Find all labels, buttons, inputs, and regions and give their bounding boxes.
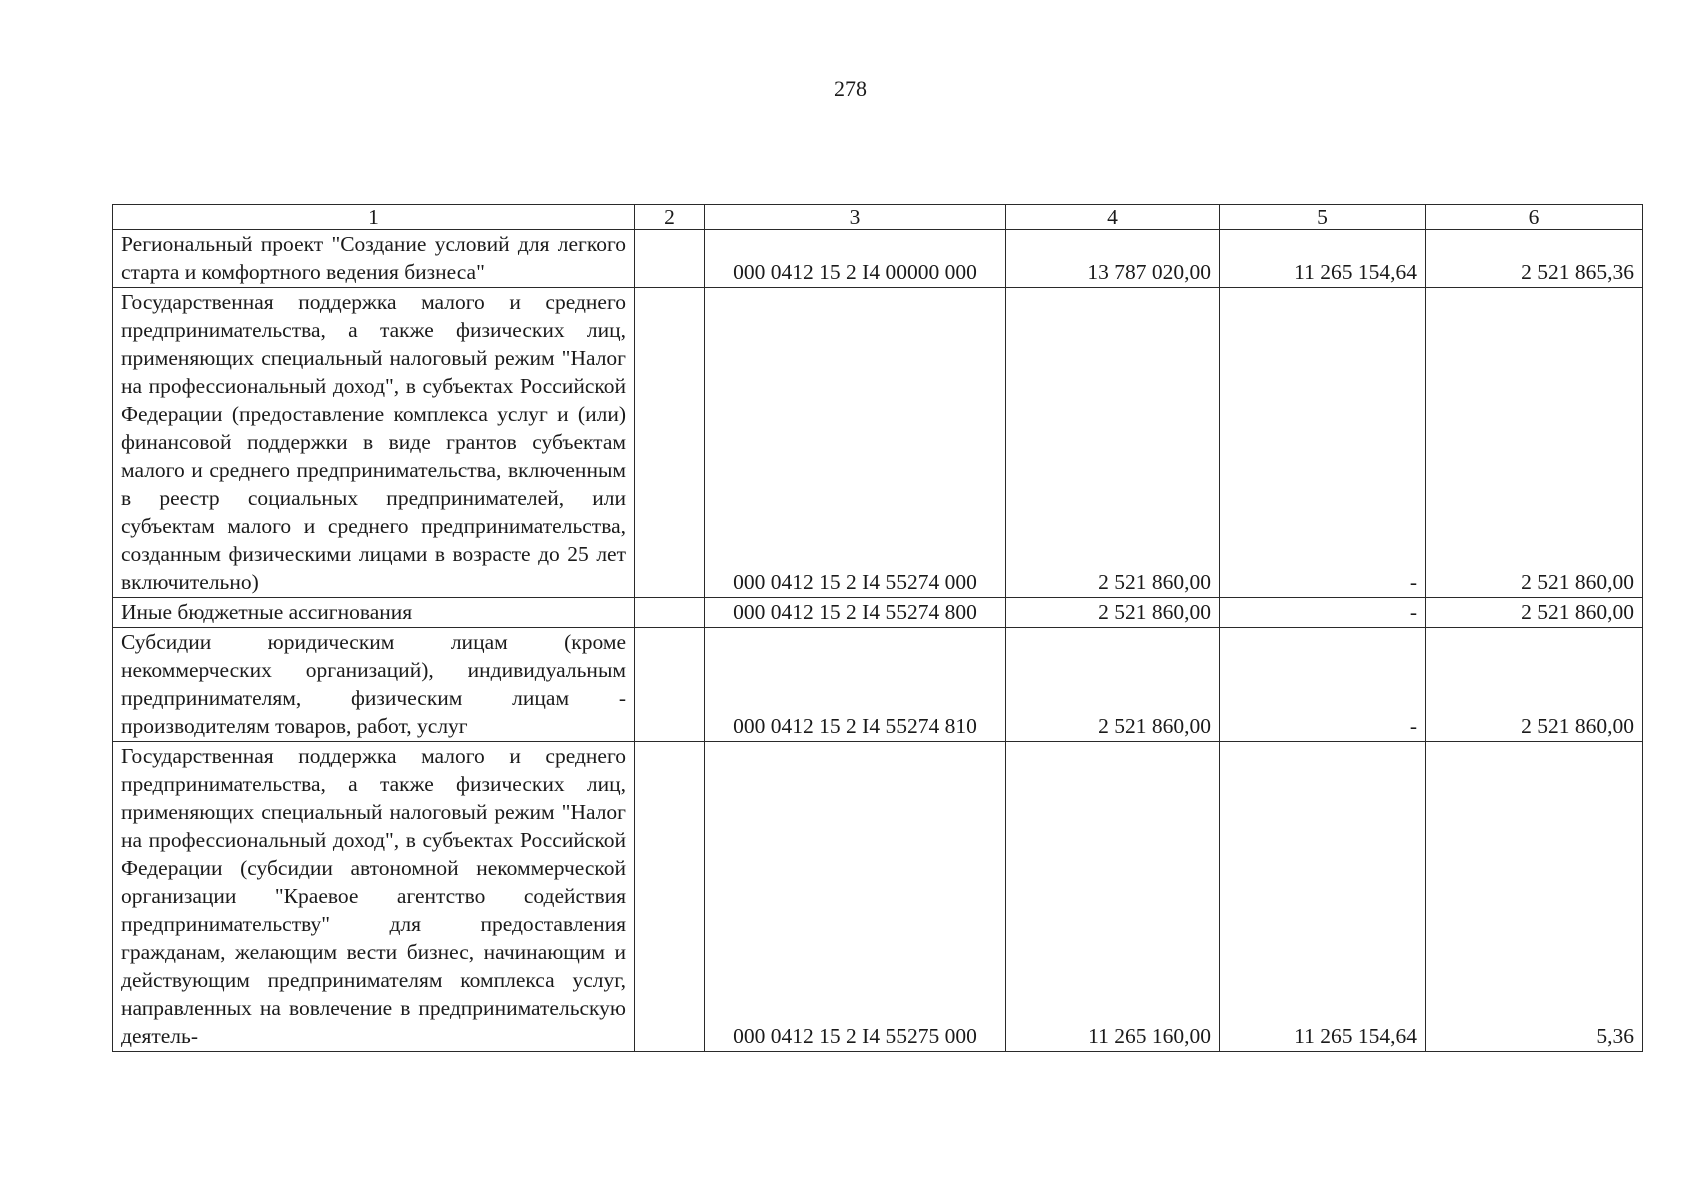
row-name: Государственная поддержка малого и среднего предпринимательства, а также физических лиц, применяющих специальный налоговый режим "Налог на профессиональный доход", в субъектах Российской Федерации (субсидии автономной некоммерческой организации "Краевое агентство содействия предпринимательству" для предоставления гражданам, желающим вести бизнес, начинающим и действующим предпринимателям комплекса услуг, направленных на вовлечение в предпринимательскую деятель-	[113, 742, 635, 1052]
row-col6: 2 521 860,00	[1426, 598, 1643, 628]
column-number-row	[113, 205, 1643, 230]
table-row	[113, 598, 1643, 628]
row-col5: -	[1220, 598, 1426, 628]
row-col4: 2 521 860,00	[1006, 288, 1220, 598]
row-col2	[635, 288, 705, 598]
row-code: 000 0412 15 2 I4 55274 810	[705, 628, 1006, 742]
row-col2	[635, 598, 705, 628]
column-header-6: 6	[1426, 205, 1643, 230]
row-col2	[635, 742, 705, 1052]
row-col4: 2 521 860,00	[1006, 598, 1220, 628]
column-header-5: 5	[1220, 205, 1426, 230]
row-code: 000 0412 15 2 I4 55275 000	[705, 742, 1006, 1052]
row-col4: 2 521 860,00	[1006, 628, 1220, 742]
row-col6: 2 521 860,00	[1426, 628, 1643, 742]
table-row	[113, 628, 1643, 742]
column-header-1: 1	[113, 205, 635, 230]
row-name: Иные бюджетные ассигнования	[113, 598, 635, 628]
column-header-4: 4	[1006, 205, 1220, 230]
row-col6: 5,36	[1426, 742, 1643, 1052]
row-col2	[635, 230, 705, 288]
row-col5: -	[1220, 288, 1426, 598]
table-row	[113, 288, 1643, 598]
row-name: Субсидии юридическим лицам (кроме некоммерческих организаций), индивидуальным предпринимателям, физическим лицам - производителям товаров, работ, услуг	[113, 628, 635, 742]
page-number: 278	[834, 76, 867, 101]
table-row	[113, 742, 1643, 1052]
row-col5: 11 265 154,64	[1220, 230, 1426, 288]
row-col5: 11 265 154,64	[1220, 742, 1426, 1052]
row-code: 000 0412 15 2 I4 00000 000	[705, 230, 1006, 288]
column-header-2: 2	[635, 205, 705, 230]
row-col6: 2 521 860,00	[1426, 288, 1643, 598]
table-row	[113, 230, 1643, 288]
row-col2	[635, 628, 705, 742]
row-name: Государственная поддержка малого и среднего предпринимательства, а также физических лиц, применяющих специальный налоговый режим "Налог на профессиональный доход", в субъектах Российской Федерации (предоставление комплекса услуг и (или) финансовой поддержки в виде грантов субъектам малого и среднего предпринимательства, включенным в реестр социальных предпринимателей, или субъектам малого и среднего предпринимательства, созданным физическими лицами в возрасте до 25 лет включительно)	[113, 288, 635, 598]
budget-table	[112, 204, 1643, 1052]
row-code: 000 0412 15 2 I4 55274 000	[705, 288, 1006, 598]
row-name: Региональный проект "Создание условий для легкого старта и комфортного ведения бизнеса"	[113, 230, 635, 288]
column-header-3: 3	[705, 205, 1006, 230]
row-col6: 2 521 865,36	[1426, 230, 1643, 288]
row-code: 000 0412 15 2 I4 55274 800	[705, 598, 1006, 628]
row-col4: 11 265 160,00	[1006, 742, 1220, 1052]
row-col5: -	[1220, 628, 1426, 742]
row-col4: 13 787 020,00	[1006, 230, 1220, 288]
